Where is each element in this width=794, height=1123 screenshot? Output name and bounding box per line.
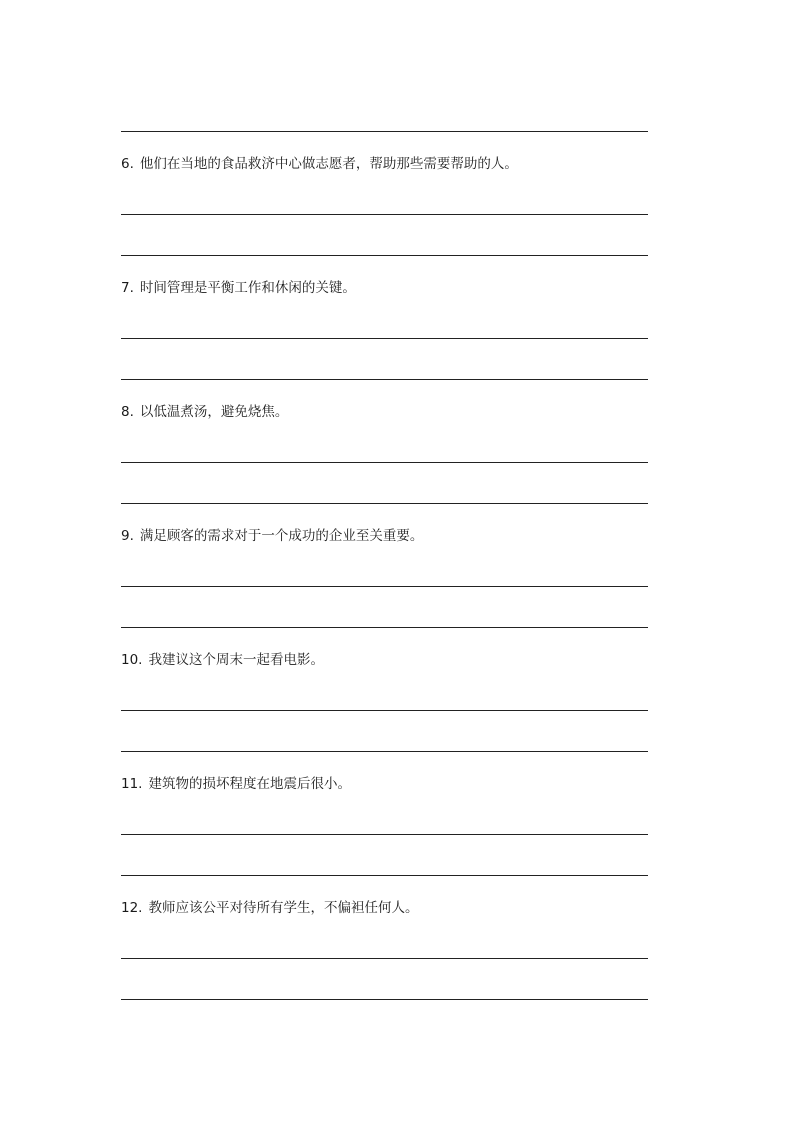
question-text: 以低温煮汤，避免烧焦。 (139, 404, 289, 420)
answer-line (121, 751, 648, 752)
answer-line (121, 503, 648, 504)
question-number: 7. (121, 280, 134, 296)
answer-line (121, 338, 648, 339)
question-number: 9. (121, 528, 134, 544)
answer-line (121, 462, 648, 463)
question-number: 10. (121, 652, 143, 668)
answer-line (121, 379, 648, 380)
question-6 (121, 155, 648, 173)
question-text: 我建议这个周末一起看电影。 (148, 652, 324, 668)
answer-line (121, 958, 648, 959)
answer-line (121, 627, 648, 628)
question-text: 满足顾客的需求对于一个成功的企业至关重要。 (139, 528, 424, 544)
answer-line (121, 875, 648, 876)
question-text: 他们在当地的食品救济中心做志愿者，帮助那些需要帮助的人。 (139, 156, 518, 172)
question-number: 12. (121, 900, 143, 916)
question-9 (121, 527, 648, 545)
answer-line (121, 999, 648, 1000)
question-text: 时间管理是平衡工作和休闲的关键。 (139, 280, 356, 296)
question-7 (121, 279, 648, 297)
question-11 (121, 775, 648, 793)
answer-line (121, 710, 648, 711)
question-number: 8. (121, 404, 134, 420)
question-number: 11. (121, 776, 143, 792)
question-text: 建筑物的损坏程度在地震后很小。 (148, 776, 351, 792)
answer-line (121, 214, 648, 215)
answer-line (121, 586, 648, 587)
question-number: 6. (121, 156, 134, 172)
question-8 (121, 403, 648, 421)
question-text: 教师应该公平对待所有学生，不偏袒任何人。 (148, 900, 419, 916)
question-12 (121, 899, 648, 917)
answer-line (121, 834, 648, 835)
question-10 (121, 651, 648, 669)
answer-line (121, 131, 648, 132)
answer-line (121, 255, 648, 256)
